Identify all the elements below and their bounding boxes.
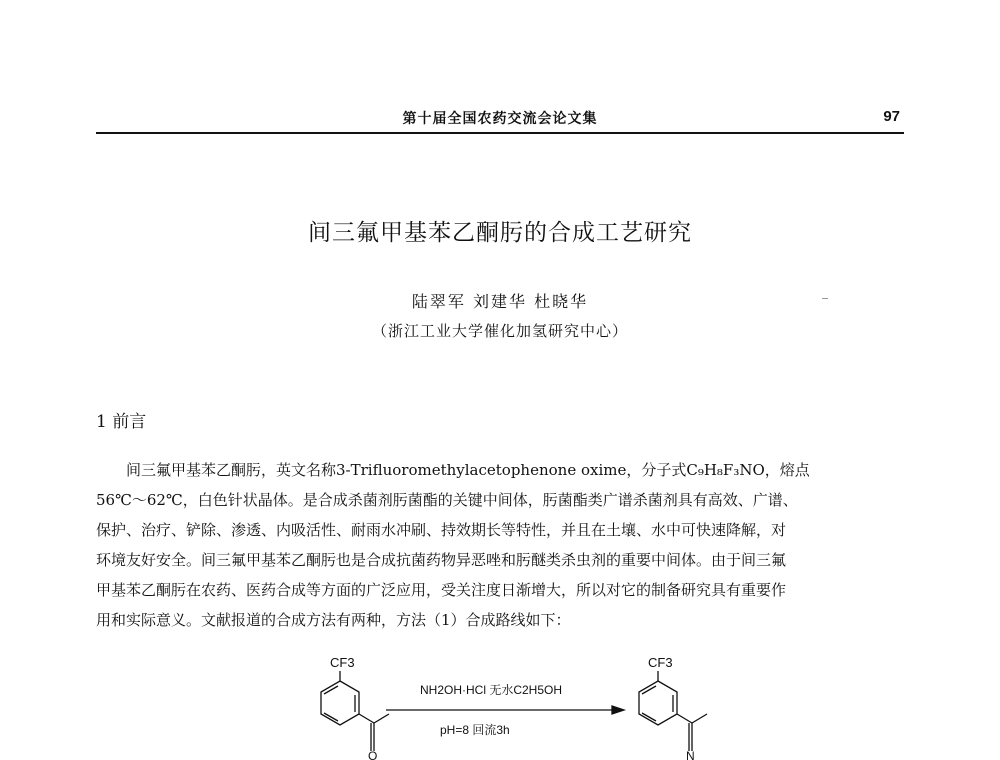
nitrogen-atom-label: N bbox=[686, 749, 695, 760]
paper-title: 间三氟甲基苯乙酮肟的合成工艺研究 bbox=[308, 219, 692, 245]
reaction-arrow bbox=[386, 706, 624, 714]
conditions-label: pH=8 回流3h bbox=[440, 723, 510, 737]
running-header bbox=[96, 108, 904, 134]
reaction-scheme bbox=[290, 655, 730, 760]
paragraph-line: 间三氟甲基苯乙酮肟，英文名称3-Trifluoromethylacetophenone oxime，分子式C₉H₈F₃NO，熔点 bbox=[126, 461, 810, 479]
paragraph-line: 环境友好安全。间三氟甲基苯乙酮肟也是合成抗菌药物异恶唑和肟醚类杀虫剂的重要中间体。由于间三氟 bbox=[96, 551, 787, 569]
body-paragraph bbox=[96, 455, 911, 635]
oxygen-atom-label: O bbox=[368, 749, 378, 760]
paper-affiliation: （浙江工业大学催化加氢研究中心） bbox=[371, 322, 628, 340]
paper-authors: 陆翠军 刘建华 杜晓华 bbox=[411, 292, 589, 311]
journal-title: 第十届全国农药交流会论文集 bbox=[402, 111, 598, 127]
product-structure bbox=[639, 671, 707, 751]
reactant-structure bbox=[321, 671, 389, 751]
reaction-scheme-drawing bbox=[290, 655, 730, 760]
scan-mark bbox=[822, 298, 828, 299]
reagents-label: NH2OH·HCl 无水C2H5OH bbox=[420, 683, 563, 697]
paragraph-line: 56℃～62℃，白色针状晶体。是合成杀菌剂肟菌酯的关键中间体，肟菌酯类广谱杀菌剂具有高效、广谱、 bbox=[96, 491, 798, 509]
left-cf3-label: CF3 bbox=[330, 655, 355, 670]
paragraph-line: 甲基苯乙酮肟在农药、医药合成等方面的广泛应用，受关注度日渐增大，所以对它的制备研究具有重要作 bbox=[96, 581, 787, 599]
paragraph-line: 用和实际意义。文献报道的合成方法有两种，方法（1）合成路线如下： bbox=[96, 611, 571, 629]
right-cf3-label: CF3 bbox=[648, 655, 673, 670]
section-heading: 1 前言 bbox=[96, 412, 147, 432]
page-number: 97 bbox=[883, 108, 900, 125]
paragraph-line: 保护、治疗、铲除、渗透、内吸活性、耐雨水冲刷、持效期长等特性，并且在土壤、水中可快速降解，对 bbox=[96, 521, 787, 539]
